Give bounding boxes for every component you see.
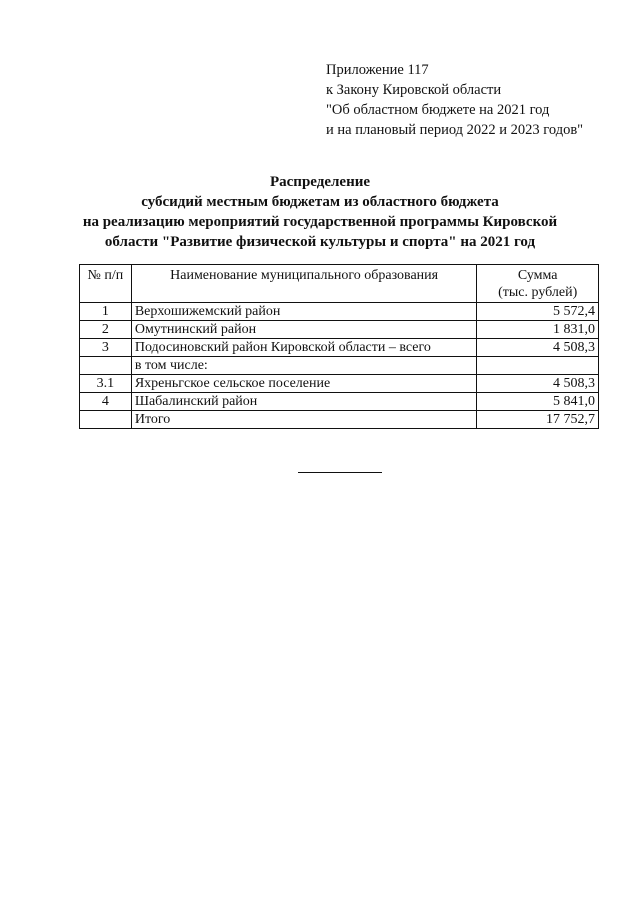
header-name: Наименование муниципального образования: [131, 265, 477, 303]
row-sum: 17 752,7: [477, 411, 599, 429]
row-num: [80, 411, 132, 429]
appendix-line-4: и на плановый период 2022 и 2023 годов": [326, 122, 584, 138]
table-row: [80, 375, 599, 393]
title-line-2: субсидий местным бюджетам из областного бюджета: [141, 194, 499, 210]
row-num: [80, 357, 132, 375]
subsidy-table: [79, 264, 599, 429]
title-line-1: Распределение: [269, 174, 371, 190]
appendix-line-2: к Закону Кировской области: [326, 82, 502, 98]
row-sum: 4 508,3: [477, 375, 599, 393]
header-sum-line-1: Сумма: [517, 268, 558, 283]
table-row: [80, 303, 599, 321]
row-sum: 5 572,4: [477, 303, 599, 321]
row-sum: 5 841,0: [477, 393, 599, 411]
row-name: Шабалинский район: [131, 393, 477, 411]
title-line-3: на реализацию мероприятий государственной программы Кировской: [82, 214, 558, 230]
row-name: Омутнинский район: [131, 321, 477, 339]
row-num: 3.1: [80, 375, 132, 393]
row-num: 2: [80, 321, 132, 339]
row-sum: 4 508,3: [477, 339, 599, 357]
table-row: [80, 357, 599, 375]
title-line-4: области "Развитие физической культуры и спорта" на 2021 год: [104, 234, 536, 250]
row-name: в том числе:: [131, 357, 477, 375]
table-header-row: [80, 265, 599, 303]
end-divider: [298, 472, 382, 473]
row-num: 1: [80, 303, 132, 321]
header-sum-line-2: (тыс. рублей): [498, 285, 578, 300]
row-name: Итого: [131, 411, 477, 429]
header-num: № п/п: [80, 265, 132, 303]
appendix-line-3: "Об областном бюджете на 2021 год: [326, 102, 550, 118]
row-name: Яхреньгское сельское поселение: [131, 375, 477, 393]
row-num: 4: [80, 393, 132, 411]
header-sum: [477, 265, 599, 303]
table-row: [80, 339, 599, 357]
document-title: [60, 172, 580, 252]
row-sum: 1 831,0: [477, 321, 599, 339]
appendix-line-1: Приложение 117: [326, 62, 429, 78]
table-row: [80, 321, 599, 339]
row-num: 3: [80, 339, 132, 357]
row-sum: [477, 357, 599, 375]
row-name: Подосиновский район Кировской области – всего: [131, 339, 477, 357]
row-name: Верхошижемский район: [131, 303, 477, 321]
table-row: [80, 393, 599, 411]
appendix-reference: [326, 60, 583, 140]
table-total-row: [80, 411, 599, 429]
